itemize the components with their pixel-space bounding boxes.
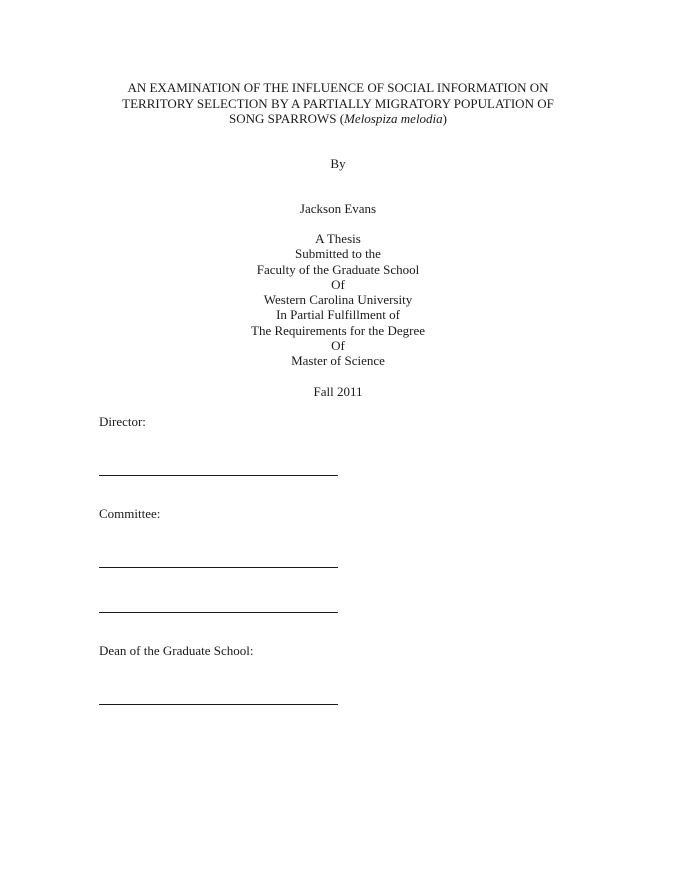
thesis-line: Of [331,338,345,354]
committee-signature-line-2 [99,612,338,613]
thesis-line: Master of Science [291,353,385,369]
by-label: By [330,156,346,171]
director-signature-line [99,475,338,476]
dean-signature-line [99,704,338,705]
committee-signature-line-1 [99,567,338,568]
thesis-line: Of [331,276,345,292]
thesis-line: Faculty of the Graduate School [256,261,420,277]
director-label: Director: [99,414,146,429]
dean-label: Dean of the Graduate School: [99,643,254,658]
thesis-title [100,80,576,127]
term-date: Fall 2011 [313,384,363,399]
title-line-3 [100,111,576,127]
thesis-line: Submitted to the [295,246,381,262]
species-name: Melospiza melodia [344,111,443,126]
thesis-line: The Requirements for the Degree [251,322,425,338]
title-line-2: TERRITORY SELECTION BY A PARTIALLY MIGRATORY POPULATION OF [122,95,554,111]
author-name: Jackson Evans [299,201,377,216]
thesis-statement [0,231,676,369]
title-line-3-prefix: SONG SPARROWS ( [228,111,345,126]
thesis-line: Western Carolina University [263,292,413,308]
committee-label: Committee: [99,506,161,521]
title-line-1: AN EXAMINATION OF THE INFLUENCE OF SOCIAL INFORMATION ON [127,80,549,95]
title-line-3-suffix: ) [442,111,448,126]
thesis-line: A Thesis [315,231,361,246]
thesis-line: In Partial Fulfillment of [276,307,400,323]
